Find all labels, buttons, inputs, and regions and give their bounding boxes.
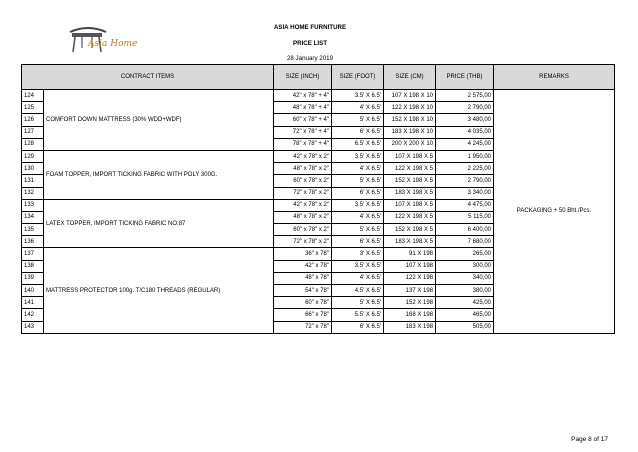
size-inch: 42" x 78" x 2" xyxy=(274,199,332,211)
price: 465,00 xyxy=(436,309,494,321)
size-cm: 122 X 198 X 10 xyxy=(384,102,436,114)
row-number: 137 xyxy=(22,248,44,260)
row-number: 141 xyxy=(22,297,44,309)
size-cm: 152 X 198 X 5 xyxy=(384,175,436,187)
col-header-size-foot: SIZE (FOOT) xyxy=(332,65,384,90)
price: 380,00 xyxy=(436,285,494,297)
company-logo xyxy=(64,20,138,60)
size-inch: 54" x 78" xyxy=(274,285,332,297)
price: 425,00 xyxy=(436,297,494,309)
size-foot: 3' X 6.5' xyxy=(332,248,384,260)
contract-item: MATTRESS PROTECTOR 100g. T/C180 THREADS (REGULAR) xyxy=(44,248,274,333)
col-header-size-inch: SIZE (INCH) xyxy=(274,65,332,90)
size-cm: 183 X 198 X 10 xyxy=(384,126,436,138)
price-table xyxy=(21,64,615,334)
size-cm: 122 X 198 X 5 xyxy=(384,211,436,223)
size-inch: 42" x 78" + 4" xyxy=(274,90,332,102)
price: 2 575,00 xyxy=(436,90,494,102)
size-foot: 5' X 6.5' xyxy=(332,175,384,187)
contract-item: COMFORT DOWN MATTRESS (30% WDD+WDF) xyxy=(44,90,274,151)
page-number: Page 8 of 17 xyxy=(571,436,608,443)
size-foot: 3.5' X 6.5' xyxy=(332,90,384,102)
size-inch: 42" x 78" x 2" xyxy=(274,150,332,162)
size-cm: 152 X 198 X 10 xyxy=(384,114,436,126)
size-inch: 72" x 78" x 2" xyxy=(274,187,332,199)
size-foot: 6' X 6.5' xyxy=(332,321,384,333)
size-foot: 5.5' X 6.5' xyxy=(332,309,384,321)
document-date: 28 January 2019 xyxy=(286,55,334,62)
size-foot: 5' X 6.5' xyxy=(332,114,384,126)
row-number: 129 xyxy=(22,150,44,162)
size-cm: 122 X 198 X 5 xyxy=(384,163,436,175)
row-number: 131 xyxy=(22,175,44,187)
size-inch: 48" x 78" + 4" xyxy=(274,102,332,114)
row-number: 127 xyxy=(22,126,44,138)
price: 2 225,00 xyxy=(436,163,494,175)
remarks: PACKAGING + 50 Bht./Pcs. xyxy=(494,90,615,334)
price: 5 115,00 xyxy=(436,211,494,223)
size-cm: 168 X 198 xyxy=(384,309,436,321)
price: 340,00 xyxy=(436,272,494,284)
row-number: 136 xyxy=(22,236,44,248)
size-inch: 60" x 78" + 4" xyxy=(274,114,332,126)
price: 2 790,00 xyxy=(436,102,494,114)
row-number: 142 xyxy=(22,309,44,321)
size-cm: 183 X 198 X 5 xyxy=(384,236,436,248)
size-inch: 78" x 78" + 4" xyxy=(274,138,332,150)
col-header-remarks: REMARKS xyxy=(494,65,615,90)
size-cm: 107 X 198 xyxy=(384,260,436,272)
size-foot: 6.5' X 6.5' xyxy=(332,138,384,150)
row-number: 135 xyxy=(22,224,44,236)
row-number: 143 xyxy=(22,321,44,333)
row-number: 134 xyxy=(22,211,44,223)
document-title: PRICE LIST xyxy=(292,40,328,47)
row-number: 125 xyxy=(22,102,44,114)
col-header-price: PRICE (THB) xyxy=(436,65,494,90)
row-number: 124 xyxy=(22,90,44,102)
size-cm: 152 X 198 xyxy=(384,297,436,309)
size-foot: 3.5' X 6.5' xyxy=(332,199,384,211)
size-cm: 183 X 198 xyxy=(384,321,436,333)
col-header-contract-items: CONTRACT ITEMS xyxy=(22,65,274,90)
row-number: 132 xyxy=(22,187,44,199)
company-name: ASIA HOME FURNITURE xyxy=(273,24,347,31)
size-inch: 60" x 78" xyxy=(274,297,332,309)
price: 4 245,00 xyxy=(436,138,494,150)
size-foot: 4' X 6.5' xyxy=(332,211,384,223)
size-foot: 3.5' X 6.5' xyxy=(332,150,384,162)
size-cm: 183 X 198 X 5 xyxy=(384,187,436,199)
price: 7 680,00 xyxy=(436,236,494,248)
size-cm: 91 X 198 xyxy=(384,248,436,260)
size-inch: 60" x 78" x 2" xyxy=(274,175,332,187)
size-foot: 4' X 6.5' xyxy=(332,102,384,114)
price: 3 340,00 xyxy=(436,187,494,199)
price: 4 035,00 xyxy=(436,126,494,138)
table-header-row xyxy=(22,65,615,90)
contract-item: LATEX TOPPER, IMPORT TICKING FABRIC NO.87 xyxy=(44,199,274,248)
size-inch: 72" x 78" x 2" xyxy=(274,236,332,248)
size-foot: 3.5' X 6.5' xyxy=(332,260,384,272)
size-cm: 107 X 198 X 5 xyxy=(384,199,436,211)
size-foot: 4.5' X 6.5' xyxy=(332,285,384,297)
size-cm: 122 X 198 xyxy=(384,272,436,284)
col-header-size-cm: SIZE (CM) xyxy=(384,65,436,90)
size-inch: 42" x 78" xyxy=(274,260,332,272)
row-number: 133 xyxy=(22,199,44,211)
table-row xyxy=(22,90,615,102)
size-inch: 48" x 78" x 2" xyxy=(274,211,332,223)
size-foot: 4' X 6.5' xyxy=(332,163,384,175)
row-number: 138 xyxy=(22,260,44,272)
size-foot: 6' X 6.5' xyxy=(332,236,384,248)
size-foot: 5' X 6.5' xyxy=(332,224,384,236)
size-foot: 5' X 6.5' xyxy=(332,297,384,309)
price: 4 475,00 xyxy=(436,199,494,211)
price: 505,00 xyxy=(436,321,494,333)
size-inch: 72" x 78" xyxy=(274,321,332,333)
size-cm: 107 X 198 X 10 xyxy=(384,90,436,102)
size-foot: 6' X 6.5' xyxy=(332,187,384,199)
size-cm: 152 X 198 X 5 xyxy=(384,224,436,236)
price: 2 790,00 xyxy=(436,175,494,187)
row-number: 140 xyxy=(22,285,44,297)
price: 6 400,00 xyxy=(436,224,494,236)
price: 265,00 xyxy=(436,248,494,260)
size-inch: 60" x 78" x 2" xyxy=(274,224,332,236)
contract-item: FOAM TOPPER, IMPORT TICKING FABRIC WITH POLY 300G. xyxy=(44,150,274,199)
size-inch: 48" x 78" xyxy=(274,272,332,284)
size-foot: 4' X 6.5' xyxy=(332,272,384,284)
size-foot: 6' X 6.5' xyxy=(332,126,384,138)
row-number: 126 xyxy=(22,114,44,126)
size-cm: 107 X 198 X 5 xyxy=(384,150,436,162)
logo-text: Asia Home xyxy=(88,39,138,49)
size-inch: 66" x 78" xyxy=(274,309,332,321)
row-number: 139 xyxy=(22,272,44,284)
price: 3 480,00 xyxy=(436,114,494,126)
row-number: 128 xyxy=(22,138,44,150)
size-inch: 72" x 78" + 4" xyxy=(274,126,332,138)
row-number: 130 xyxy=(22,163,44,175)
price: 1 950,00 xyxy=(436,150,494,162)
size-cm: 137 X 198 xyxy=(384,285,436,297)
price: 300,00 xyxy=(436,260,494,272)
size-cm: 200 X 200 X 10 xyxy=(384,138,436,150)
size-inch: 36" x 78" xyxy=(274,248,332,260)
size-inch: 48" x 78" x 2" xyxy=(274,163,332,175)
